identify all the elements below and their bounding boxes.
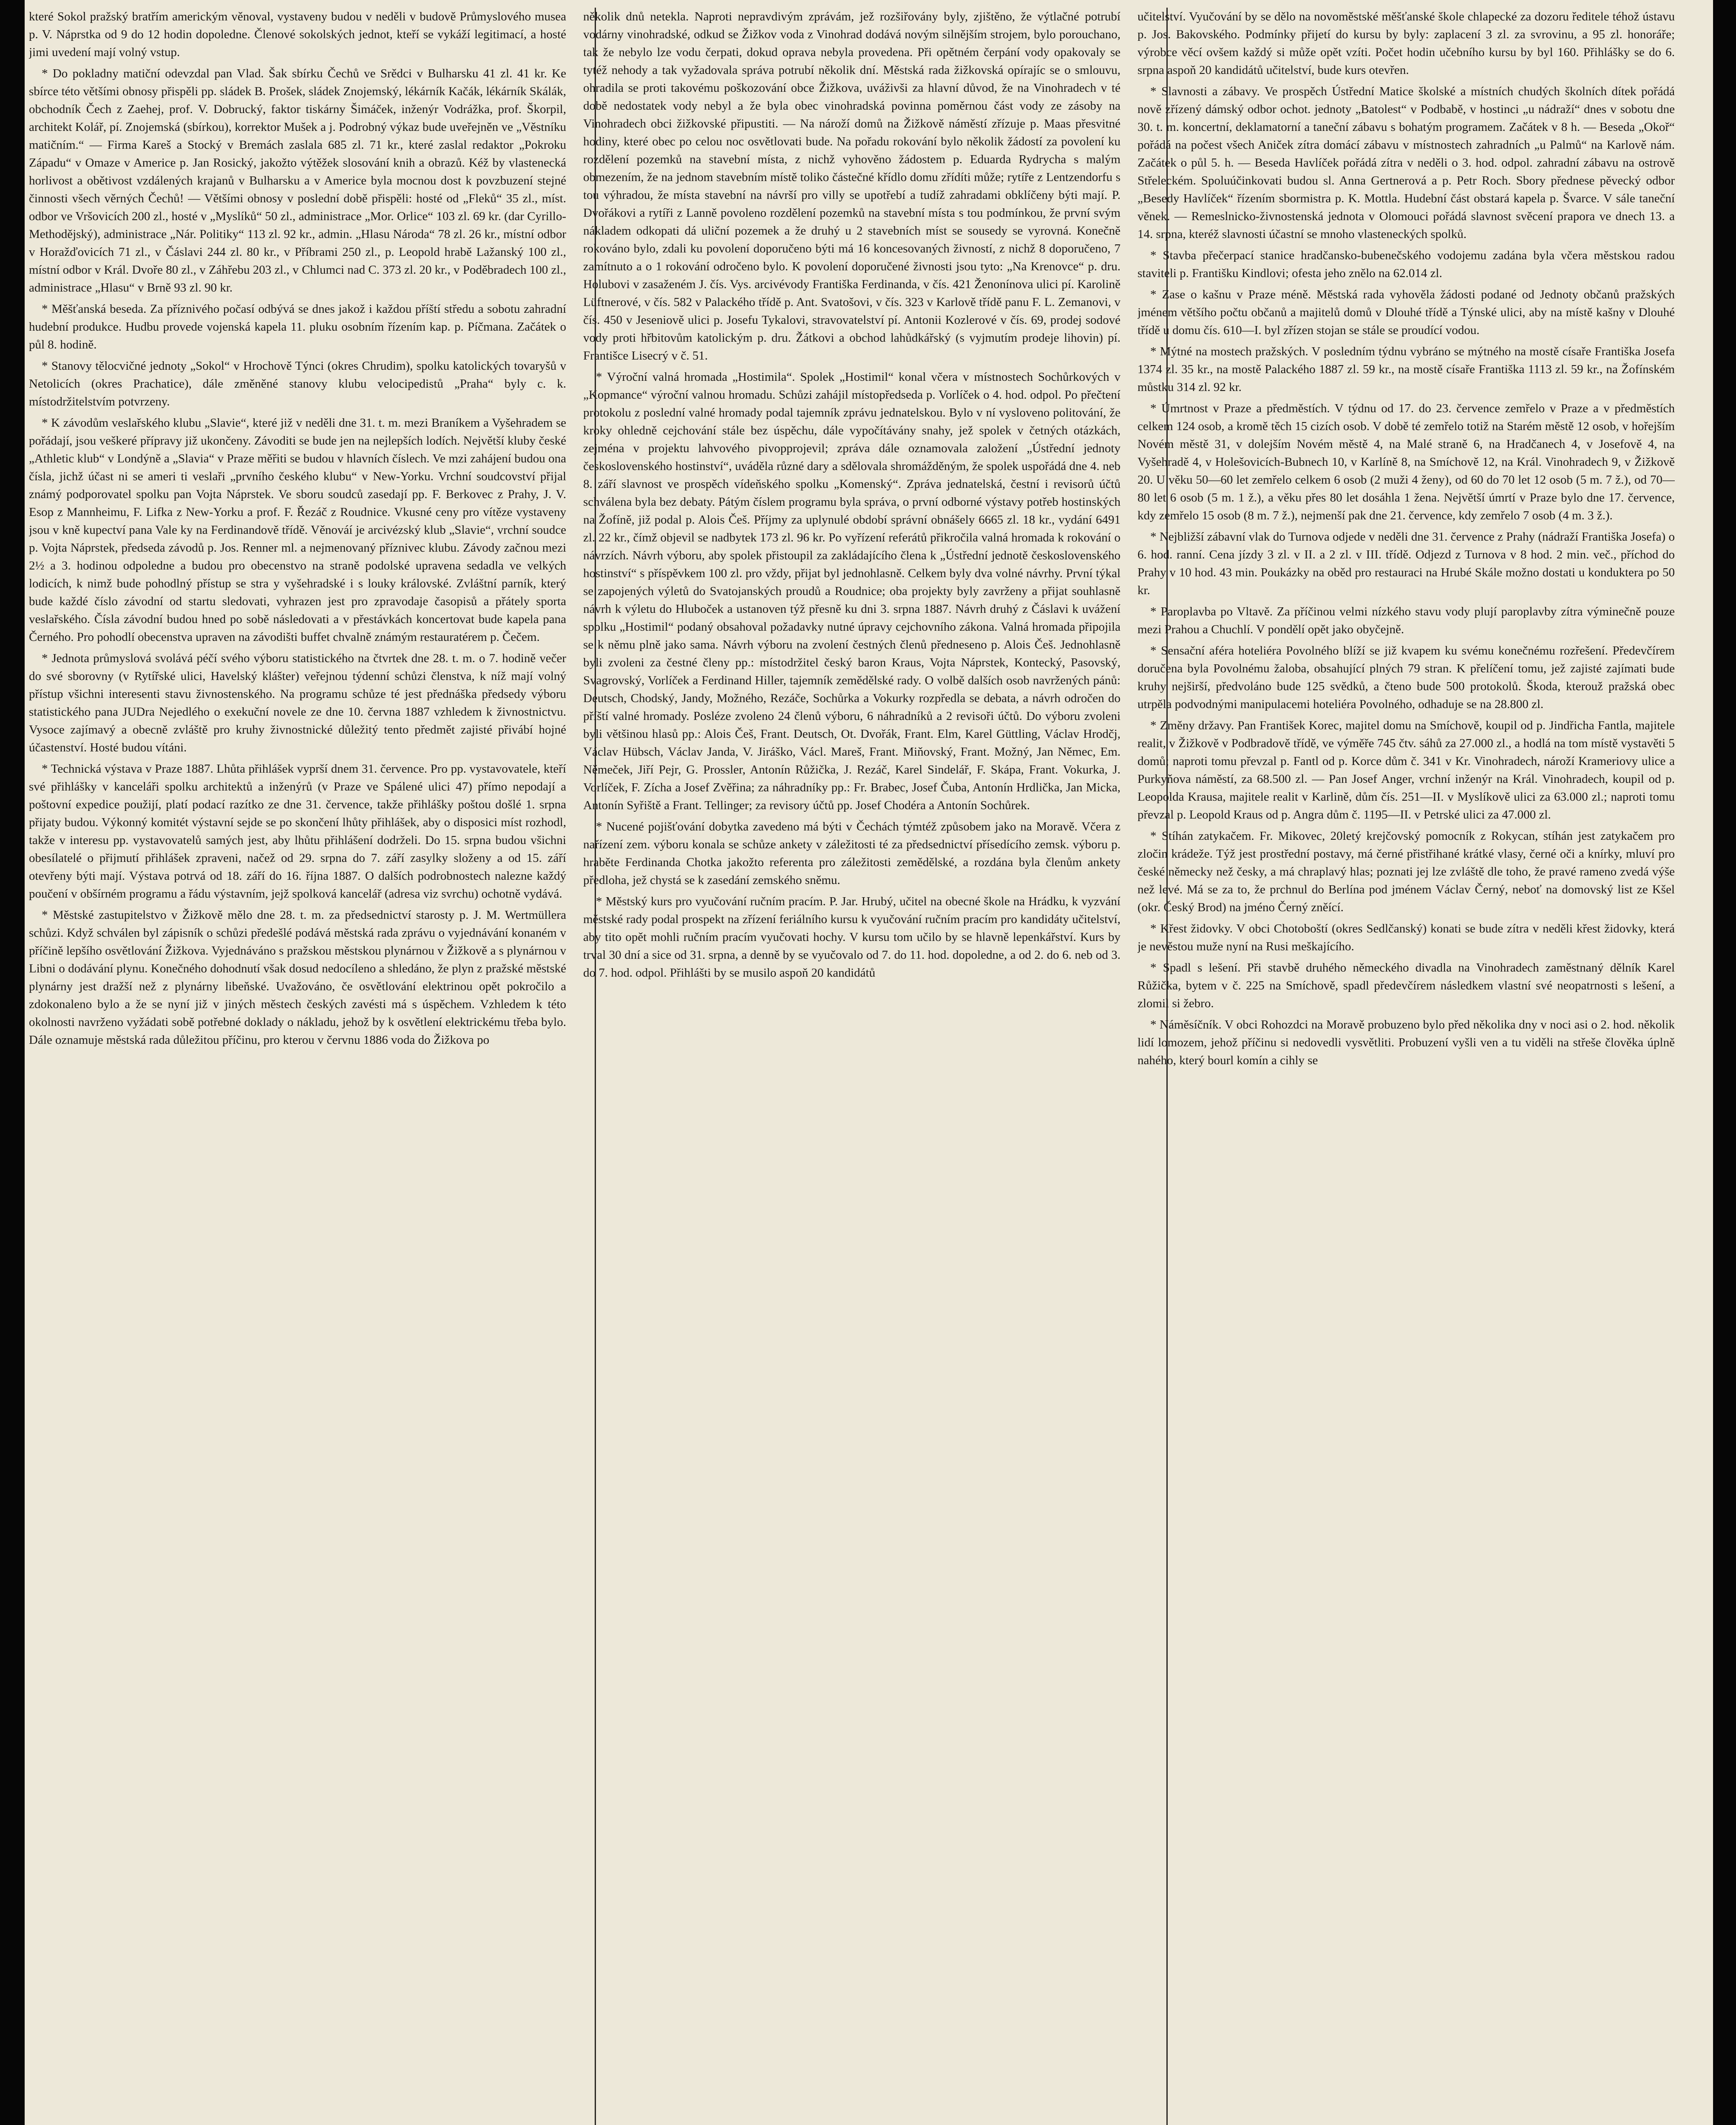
paragraph: * Slavnosti a zábavy. Ve prospěch Ústřední Matice školské a místních chudých školních dítek pořádá nově zřízený dámský odbor ochot. jednoty „Batolest“ v Podbabě, v hostinci „u nádraží“ dnes v sobotu dne 30. t. m. koncertní, deklamatorní a taneční zábavu s bohatým programem. Začátek v 8 h. — Beseda „Okoř“ pořádá na počest všech Aniček zítra domácí zábavu v místnostech zahradních „u Palmů“ na Karlově nám. Začátek o půl 5. h. — Beseda Havlíček pořádá zítra v neděli o 3. hod. odpol. zahradní zábavu na ostrově Střeleckém. Spoluúčinkovati budou sl. Anna Gertnerová a p. Petr Roch. Sbory přednese pěvecký odbor „Besedy Havlíček“ řízením sbormistra p. K. Mottla. Hudební část obstará kapela p. Švarce. V sále taneční věnek. — Remeslnicko-živnostenská jednota v Olomouci pořádá slavnost svěcení prapora ve dnech 13. a 14. srpna, kteréž slavnosti účastní se mnoho vlasteneckých spolků.: [1137, 85, 1675, 241]
paragraph: * Mýtné na mostech pražských. V posledním týdnu vybráno se mýtného na mostě císaře Františka Josefa 1374 zl. 35 kr., na mostě Palackého 1887 zl. 59 kr., na mostě císaře Františka 1113 zl. 59 kr., na Žofínském můstku 314 zl. 92 kr.: [1137, 345, 1675, 394]
paragraph: * Změny državy. Pan František Korec, majitel domu na Smíchově, koupil od p. Jindřicha Fantla, majitele realit, v Žižkově v Podbradově třídě, ve výměře 745 čtv. sáhů za 27.000 zl., a hodlá na tom místě vystavěti 5 domů; naproti tomu převzal p. Fantl od p. Korce dům č. 341 v Kr. Vinohradech, nároží Krameriovy ulice a Purkyňova náměstí, za 68.500 zl. — Pan Josef Anger, vrchní inženýr na Král. Vinohradech, koupil od p. Leopolda Krausa, majitele realit v Karlině, dům čís. 251—II. v Myslíkově ulici za 63.000 zl.; naproti tomu převzal p. Leopold Kraus od p. Angra dům č. 1195—II. v Petrské ulici za 47.000 zl.: [1137, 719, 1675, 822]
paragraph: * Stíhán zatykačem. Fr. Mikovec, 20letý krejčovský pomocník z Rokycan, stíhán jest zatykačem pro zločin krádeže. Týž jest prostřední postavy, má černé přistřihané krátké vlasy, černé oči a knírky, mluví pro české německy než česky, a má chraplavý hlas; poznati jej lze zvláště dle toho, že pravé rameno zvedá výše než levé. Má se za to, že prchnul do Berlína pod jménem Václav Černý, neboť na domovský list ze Kšel (okr. Český Brod) na jméno Černý zněící.: [1137, 829, 1675, 914]
paragraph: * Spadl s lešení. Při stavbě druhého německého divadla na Vinohradech zaměstnaný dělník Karel Růžička, bytem v č. 225 na Smíchově, spadl předevčírem následkem vlastní své neopatrnosti s lešení, a zlomil si žebro.: [1137, 961, 1675, 1010]
column-1: [29, 8, 566, 2125]
paragraph: * Sensační aféra hoteliéra Povolného blíží se již kvapem ku svému konečnému rozřešení. Předevčírem doručena byla Povolnému žaloba, obsahující plných 79 stran. K přelíčení tomu, jež zajisté zajímati bude kruhy nejširší, předvoláno bude 125 svědků, a čteno bude 500 protokolů. Škoda, kterouž pražská obec utrpěla podvodnými manipulacemi hoteliéra Povolného, odhaduje se na 28.800 zl.: [1137, 644, 1675, 711]
paragraph: * Náměsíčník. V obci Rohozdci na Moravě probuzeno bylo před několika dny v noci asi o 2. hod. několik lidí lomozem, jehož příčinu si nedovedli vysvětliti. Probuzení vyšli ven a tu viděli na střeše člověka úplně nahého, který bourl komín a cihly se: [1137, 1018, 1675, 1067]
paragraph: * Nejbližší zábavní vlak do Turnova odjede v neděli dne 31. července z Prahy (nádraží Františka Josefa) o 6. hod. ranní. Cena jízdy 3 zl. v II. a 2 zl. v III. třídě. Odjezd z Turnova v 8 hod. 2 min. več., příchod do Prahy v 10 hod. 43 min. Poukázky na oběd pro restauraci na Hrubé Skále možno dostati u konduktera po 50 kr.: [1137, 530, 1675, 597]
paragraph: několik dnů netekla. Naproti nepravdivým zprávám, jež rozšiřovány byly, zjištěno, že výtlačné potrubí vodárny vinohradské, odkud se Žižkov voda z Vinohrad dodává novým silnějším strojem, bylo porouchano, tak že nebylo lze vodu čerpati, dokud oprava nebyla provedena. Při opětném čerpání vody opakovaly se tytéž nehody a tak vyžadovala správa potrubí několik dní. Městská rada žižkovská opírajíc se o smlouvu, ohradila se proti takovému poškozování obce Žižkova, uváživši za hlavní důvod, že na Vinohradech v té době nedostatek vody nebyl a že byla obec vinohradská povinna poměrnou část vody ze zásoby na Vinohradech obci žižkovské připustiti. — Na nároží domů na Žižkově náměstí zřízuje p. Maas přesvitné hodiny, které obec po celou noc osvětlovati bude. Na pořadu rokování bylo několik žádostí za povolení ku rozdělení pozemků na stavební místa, z nichž vyhověno žádostem p. Eduarda Rydrycha s malým obmezením, že na jednom stavebním místě toliko částečné křídlo domu zřídíti může; rytíře z Lentzendorfu s tou výhradou, že místa stavební na návrší pro villy se upotřebí a tudíž zahradami obklíčeny býti mají. P. Dvořákovi a rytíři z Lanně povoleno rozdělení pozemků na stavební místa s tou podmínkou, že první svým nákladem odkopati dá uliční pozemek a že druhý u 2 stavebních míst se sousedy se vyrovná. Konečně rokováno bylo, zdali ku povolení doporučeno býti má 16 koncesovaných živností, z nichž 8 doporučeno, 7 zamítnuto a o 1 rokování odročeno bylo. K povolení doporučené živnosti jsou tyto: „Na Krenovce“ p. dru. Holubovi v zasaženém J. čís. Vys. arcivévody Františka Ferdinanda, v čís. 421 Ženonínova ulici pí. Karolině Lüftnerové, v čís. 582 v Palackého třídě p. Ant. Svatošovi, v čís. 323 v Karlově třídě panu F. L. Zemanovi, v čís. 450 v Jeseniově ulici p. Josefu Tykalovi, stravovatelství pí. Antonii Kozlerové v čís. 69, prodej sodové vody proti hřbitovům katolickým p. dru. Žátkovi a obchod lahůdkářský (s vyjmutím prodeje lihovin) pí. Františce Lisecrý v č. 51.: [583, 10, 1120, 363]
paragraph: * Jednota průmyslová svolává péčí svého výboru statistického na čtvrtek dne 28. t. m. o 7. hodině večer do své sborovny (v Rytířské ulici, Havelský klášter) veřejnou týdenní schůzi členstva, k níž mají volný přístup všichni interesenti stavu živnostenského. Na programu schůze té jest přednáška předsedy výboru statistického pana JUDra Nejedlého o exekuční novele ze dne 10. června 1887 vzhledem k živnostnictvu. Vysoce zajímavý a obecně zvláště pro kruhy živnostnické důležitý tento předmět zajisté přivábí hojné účastenství. Hosté budou vítáni.: [29, 652, 566, 754]
paragraph: * K závodům veslařského klubu „Slavie“, které již v neděli dne 31. t. m. mezi Braníkem a Vyšehradem se pořádají, jsou veškeré přípravy již ukončeny. Závoditi se bude jen na nejlepších lodích. Největší kluby české „Athletic klub“ v Londýně a „Slavia“ v Praze měřiti se budou v hlavních číslech. Ve mzi zahájení budou ona čísla, jichž účast ni se ameri ti veslaři „prvního českého klubu“ v New-Yorku. Vrchní soudcovství přijal známý podporovatel spolku pan Vojta Náprstek. Ve sboru soudců zasedají pp. F. Berkovec z Prahy, J. V. Esop z Mannheimu, F. Lifka z New-Yorku a prof. F. Řezáč z Roudnice. Vkusné ceny pro vítěze vystaveny jsou v kně kupectví pana Vale ky na Ferdinandově třídě. Věnováí je arcivézský klub „Slavie“, vrchní soudce p. Vojta Náprstek, předseda závodů p. Jos. Renner ml. a nejmenovaný příznivec klubu. Závody začnou mezi 2½ a 3. hodinou odpoledne a budou pro obecenstvo na straně podolské upravena sedadla ve velkých lodicích, k nimž bude pohodlný přístup se stra y vyšehradské i s louky královské. Zvláštní parník, který bude každé číslo závodní od startu sledovati, vyhrazen jest pro zpravodaje časopisů a přátely sporta veslařského. Čísla závodní budou hned po sobě následovati a v přestávkách koncertovat bude kapela pana Černého. Pro pohodlí obecenstva upraven na závodišti buffet chvalně známým restauratérem p. Čečem.: [29, 416, 566, 644]
column-2: [583, 8, 1120, 2125]
paragraph: * Stavba přečerpací stanice hradčansko-bubenečského vodojemu zadána byla včera městskou radou staviteli p. Františku Kindlovi; ofesta jeho znělo na 62.014 zl.: [1137, 249, 1675, 280]
paragraph: učitelství. Vyučování by se dělo na novoměstské měšťanské škole chlapecké za dozoru ředitele téhož ústavu p. Jos. Bakovského. Podmínky přijetí do kursu by byly: zaplacení 3 zl. za svrovinu, a 95 zl. honoráře; výrobce věcí ovšem každý si může opět vzíti. Počet hodin učebního kursu by byl 160. Přihlášky se do 6. srpna aspoň 20 kandidátů učitelství, bude kurs otevřen.: [1137, 10, 1675, 77]
paragraph: * Nucené pojišťování dobytka zavedeno má býti v Čechách týmtéž způsobem jako na Moravě. Včera z nařízení zem. výboru konala se schůze ankety v záležitosti té za předsednictví přísedícího zemsk. výboru p. hraběte Ferdinanda Chotka jakožto referenta pro záležitosti zemědělské, a rozdána byla členům ankety předloha, jež chystá se k zasedání zemského sněmu.: [583, 820, 1120, 887]
paragraph: * Výroční valná hromada „Hostimila“. Spolek „Hostimil“ konal včera v místnostech Sochůrkových v „Kopmance“ výroční valnou hromadu. Schůzi zahájil místopředseda p. Vorlíček o 4. hod. odpol. Po přečtení protokolu z poslední valné hromady podal tajemník zprávu jednatelskou. Bylo v ní vysloveno politování, že kroky ohledně cejchování stále bez úspěchu, dále vypočítávány snahy, jež spolek v četných otázkách, zejména v projektu lahvového pivopprojevil; zpráva dále oznamovala založení „Ústřední jednoty československého hostinství“, uváděla různé dary a sdělovala shromážděným, že spolek uspořádá dne 4. neb 8. září slavnost ve prospěch vídeňského spolku „Komenský“. Zpráva jednatelská, čestní i revisorů účtů schválena byla bez debaty. Pátým číslem programu byla správa, o první odborné výstavy potřeb hostinských na Žofíně, již podal p. Alois Češ. Příjmy za uplynulé období správní obnášely 6665 zl. 18 kr., vydání 6491 zl. 22 kr., čímž objevil se nadbytek 173 zl. 96 kr. Po vyřízení referátů přikročila valná hromada k rokování o návrzích. Návrh výboru, aby spolek přistoupil za zakládajícího člena k „Ústřední jednotě československého hostinství“ s příspěvkem 100 zl. pro vždy, přijat byl jednohlasně. Celkem byly dva volné návrhy. První týkal se zapojených výletů do Svatojanských proudů a Roudnice; oba projekty byly zavrženy a přijat souhlasně návrh k výletu do Hluboček a ustanoven týž přesně ku dni 3. srpna 1887. Návrh druhý z Čáslavi k uvážení spolku „Hostimil“ podaný obsahoval požadavky nutné úpravy cejchovního zákona. Valná hromada připojila se k němu plně jako sama. Návrh výboru na zvolení čestných členů předneseno p. Alois Češ. Jednohlasně byli zvoleni za čestné členy pp.: místodržitel český baron Kraus, Vojta Náprstek, Kontecký, Pasovský, Svagrovský, Vorlíček a Ferdinand Hiller, tajemník zemědělské rady. O volbě dalších osob navržených pánů: Deutsch, Chodský, Jandy, Možného, Rezáče, Sochůrka a Vokurky rozpředla se debata, a návrh odročen do příští valné hromady. Posléze zvoleno 24 členů výboru, 6 náhradníků a 2 revisoři účtů. Do výboru zvoleni byli většinou hlasů pp.: Alois Češ, Frant. Deutsch, Ot. Dvořák, Frant. Elm, Karel Güttling, Václav Hrodčj, Václav Hübsch, Václav Janda, V. Jiráško, Václ. Mareš, Frant. Miňovský, Frant. Možný, Jan Němec, Em. Němeček, Jiří Pejr, G. Prossler, Antonín Růžička, J. Rezáč, Karel Sindelář, F. Skápa, Frant. Vokurka, J. Vorlíček, F. Zícha a Josef Zvěřina; za náhradníky pp.: Fr. Brabec, Josef Čuba, Antonín Hrdlička, Jan Micka, Antonín Syřiště a Frant. Tellinger; za revisory účtů pp. Josef Chodéra a Antonín Sochůrek.: [583, 370, 1120, 812]
paragraph: * Technická výstava v Praze 1887. Lhůta přihlášek vyprší dnem 31. července. Pro pp. vystavovatele, kteří své přihlášky v kanceláři spolku architektů a inženýrů (v Praze ve Spálené ulici 47) přímo nepodají a poštovní expedice použijí, platí podací razítko ze dne 31. července, takže přihlášky poštou došlé 1. srpna přijaty budou. Výkonný komitét výstavní sejde se po skončení lhůty přihlášek, aby o disposici míst rozhodl, takže v interesu pp. vystavovatelů samých jest, aby lhůtu přihlášení dodrželi. Do 15. srpna budou všichni obesílatelé o přijmutí přihlášek zpraveni, načež od 29. srpna do 7. září zasylky složeny a od 15. září otevřeny býti mají. Výstava potrvá od 18. září do 16. října 1887. O dalších podrobnostech nalezne každý poučení v obšírném programu a řádu výstavním, jejž spolková kancelář (adresa viz svrchu) ochotně vydává.: [29, 762, 566, 901]
paragraph: * Úmrtnost v Praze a předměstích. V týdnu od 17. do 23. července zemřelo v Praze a v předměstích celkem 124 osob, a kromě těch 15 cizích osob. V době té zemřelo totiž na Starém městě 12 osob, v hořejším Novém městě 31, v dolejším Novém městě 4, na Malé straně 6, na Hradčanech 4, v Josefově 4, na Vyšehradě 4, v Holešovicích-Bubnech 10, v Karlíně 8, na Smíchově 12, na Král. Vinohradech 9, v Žižkově 20. U věku 50—60 let zemřelo celkem 6 osob (2 muži 4 ženy), od 60 do 70 let 12 osob (5 m. 7 ž.), od 70—80 let 6 osob (5 m. 1 ž.), a věku přes 80 let dosáhla 1 žena. Největší úmrtí v Praze bylo dne 17. července, kdy zemřelo 15 osob (8 m. 7 ž.), nejmenší pak dne 21. července, kdy zemřelo 7 osob (4 m. 3 ž.).: [1137, 402, 1675, 522]
paragraph: * Měšťanská beseda. Za příznivého počasí odbývá se dnes jakož i každou příští středu a sobotu zahradní hudební produkce. Hudbu provede vojenská kapela 11. pluku osobním řízením kap. p. Píčmana. Začátek o půl 8. hodině.: [29, 302, 566, 351]
paragraph: * Křest židovky. V obci Chotoboští (okres Sedlčanský) konati se bude zítra v neděli křest židovky, která je nevěstou muže nyní na Rusi meškajícího.: [1137, 922, 1675, 953]
paragraph: které Sokol pražský bratřím americkým věnoval, vystaveny budou v neděli v budově Průmyslového musea p. V. Náprstka od 9 do 12 hodin dopoledne. Členové sokolských jednot, kteří se vykáží legitimací, a hosté jimi uvedení mají volný vstup.: [29, 10, 566, 59]
paragraph: * Městský kurs pro vyučování ručním pracím. P. Jar. Hrubý, učitel na obecné škole na Hrádku, k vyzvání městské rady podal prospekt na zřízení feriálního kursu k vyučování ručním pracím pro kandidáty učitelství, aby tito opět mohli ručním pracím vyučovati hochy. V kursu tom učilo by se hlavně lepenkářství. Kurs by trval 30 dní a sice od 31. srpna, a denně by se vyučovalo od 7. do 11. hod. dopoledne, a od 2. do 6. neb od 3. do 7. hod. odpol. Přihlášti by se musilo aspoň 20 kandidátů: [583, 895, 1120, 980]
paragraph: * Městské zastupitelstvo v Žižkově mělo dne 28. t. m. za předsednictví starosty p. J. M. Wertmüllera schůzi. Když schválen byl zápisník o schůzi předešlé podává městská rada zprávu o vyjednávání konaném v příčině lepšího osvětlování Žižkova. Vyjednáváno s pražskou městskou plynárnou v Žižkově a s plynárnou v Libni o dodávání plynu. Konečného dohodnutí však dosud nedocíleno a shledáno, že plyn z pražské městské plynárny jest dražší než z plynárny libeňské. Uvažováno, če osvětlování elektrinou opět pokročilo a zdokonaleno bylo a že se nyní již v jiných městech českých zavésti má s úspěchem. Vzhledem k této okolnosti navrženo vyžádati sobě potřebné doklady o nákladu, jehož by k osvětlení elektrickému třeba bylo. Dále oznamuje městská rada důležitou příčinu, pro kterou v červnu 1886 voda do Žižkova po: [29, 908, 566, 1047]
paragraph: * Stanovy tělocvičné jednoty „Sokol“ v Hrochově Týnci (okres Chrudim), spolku katolických tovaryšů v Netolicích (okres Prachatice), dále změněné stanovy klubu velocipedistů „Praha“ byly c. k. místodržitelstvím potvrzeny.: [29, 359, 566, 408]
paragraph: * Paroplavba po Vltavě. Za příčinou velmi nízkého stavu vody plují paroplavby zítra výminečně pouze mezi Prahou a Chuchlí. V pondělí opět jako obyčejně.: [1137, 605, 1675, 636]
column-3: [1137, 8, 1675, 2125]
paragraph: * Do pokladny matiční odevzdal pan Vlad. Šak sbírku Čechů ve Srědci v Bulharsku 41 zl. 41 kr. Ke sbírce této většími obnosy přispěli pp. sládek B. Prošek, sládek Znojemský, lékárník Kačák, lékárník Skálák, obchodník Čech z Zaehej, prof. V. Dobrucký, faktor tiskárny Šimáček, inženýr Vodrážka, prof. Škorpil, architekt Kolář, pí. Znojemská (sbírkou), korrektor Mušek a j. Podrobný výkaz bude uveřejněn ve „Věstníku matičním.“ — Firma Kareš a Stocký v Bremách zaslala 685 zl. 71 kr., které zaslal redaktor „Pokroku Západu“ v Omaze v Americe p. Jan Rosický, jakožto výtěžek slosování knih a obrazů. Kéž by vlastenecká horlivost a obětivost vzdálených krajanů v Bulharsku a v Americe byla mocnou dost k povzbuzení stejné činnosti všech věrných Čechů! — Většími obnosy v poslední době přispěli: hosté od „Fleků“ 35 zl., míst. odbor ve Vršovicích 200 zl., hosté v „Myslíků“ 50 zl., administrace „Mor. Orlice“ 103 zl. 69 kr. (dar Cyrillo-Methodějský), administrace „Nár. Politiky“ 113 zl. 92 kr., admin. „Hlasu Národa“ 78 zl. 26 kr., místní odbor v Horažďovicích 71 zl., v Čáslavi 244 zl. 80 kr., v Příbrami 250 zl., p. Leopold hrabě Lažanský 100 zl., místní odbor v Král. Dvoře 80 zl., v Záhřebu 203 zl., v Chlumci nad C. 373 zl. 20 kr., v Poděbradech 100 zl., administrace „Hlasu“ v Brně 93 zl. 90 kr.: [29, 67, 566, 295]
text-columns: [29, 8, 1675, 2125]
paragraph: * Zase o kašnu v Praze méně. Městská rada vyhověla žádosti podané od Jednoty občanů pražských jménem většího počtu občanů a majitelů domů v Dlouhé třídě a Týnské ulici, aby na místě kašny v Dlouhé třídě u domu čís. 610—I. byl zřízen stojan se stále se proudící vodou.: [1137, 288, 1675, 337]
